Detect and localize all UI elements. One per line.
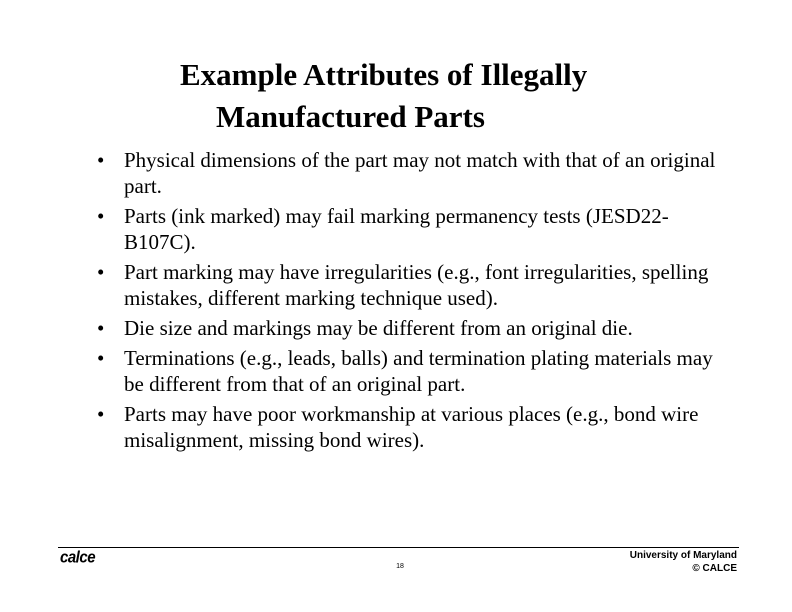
bullet-text: Parts may have poor workmanship at various places (e.g., bond wire misalignment, missing bond wires). [124,402,699,452]
page-number: 18 [396,563,404,570]
bullet-marker: • [97,260,105,284]
bullet-text: Terminations (e.g., leads, balls) and termination plating materials may be different from that of an original part. [124,346,713,396]
bullet-text: Die size and markings may be different from an original die. [124,316,633,340]
copyright-notice: © CALCE [692,563,737,574]
footer-divider [58,547,739,548]
bullet-list [97,147,717,457]
title-line-1: Example Attributes of Illegally [180,57,588,92]
bullet-marker: • [97,402,105,426]
slide-title [100,54,730,138]
bullet-item [97,345,717,397]
university-name: University of Maryland [629,550,737,561]
bullet-marker: • [97,148,105,172]
bullet-marker: • [97,204,105,228]
calce-logo: calce [60,548,96,567]
bullet-text: Physical dimensions of the part may not match with that of an original part. [124,148,716,198]
bullet-item [97,203,717,255]
bullet-text: Part marking may have irregularities (e.g., font irregularities, spelling mistakes, different marking technique used). [124,260,709,310]
bullet-marker: • [97,316,105,340]
bullet-item [97,315,717,341]
bullet-item [97,401,717,453]
organization-credit [630,549,737,575]
bullet-marker: • [97,346,105,370]
title-line-2: Manufactured Parts [216,99,485,134]
bullet-item [97,147,717,199]
bullet-item [97,259,717,311]
bullet-text: Parts (ink marked) may fail marking permanency tests (JESD22-B107C). [124,204,669,254]
